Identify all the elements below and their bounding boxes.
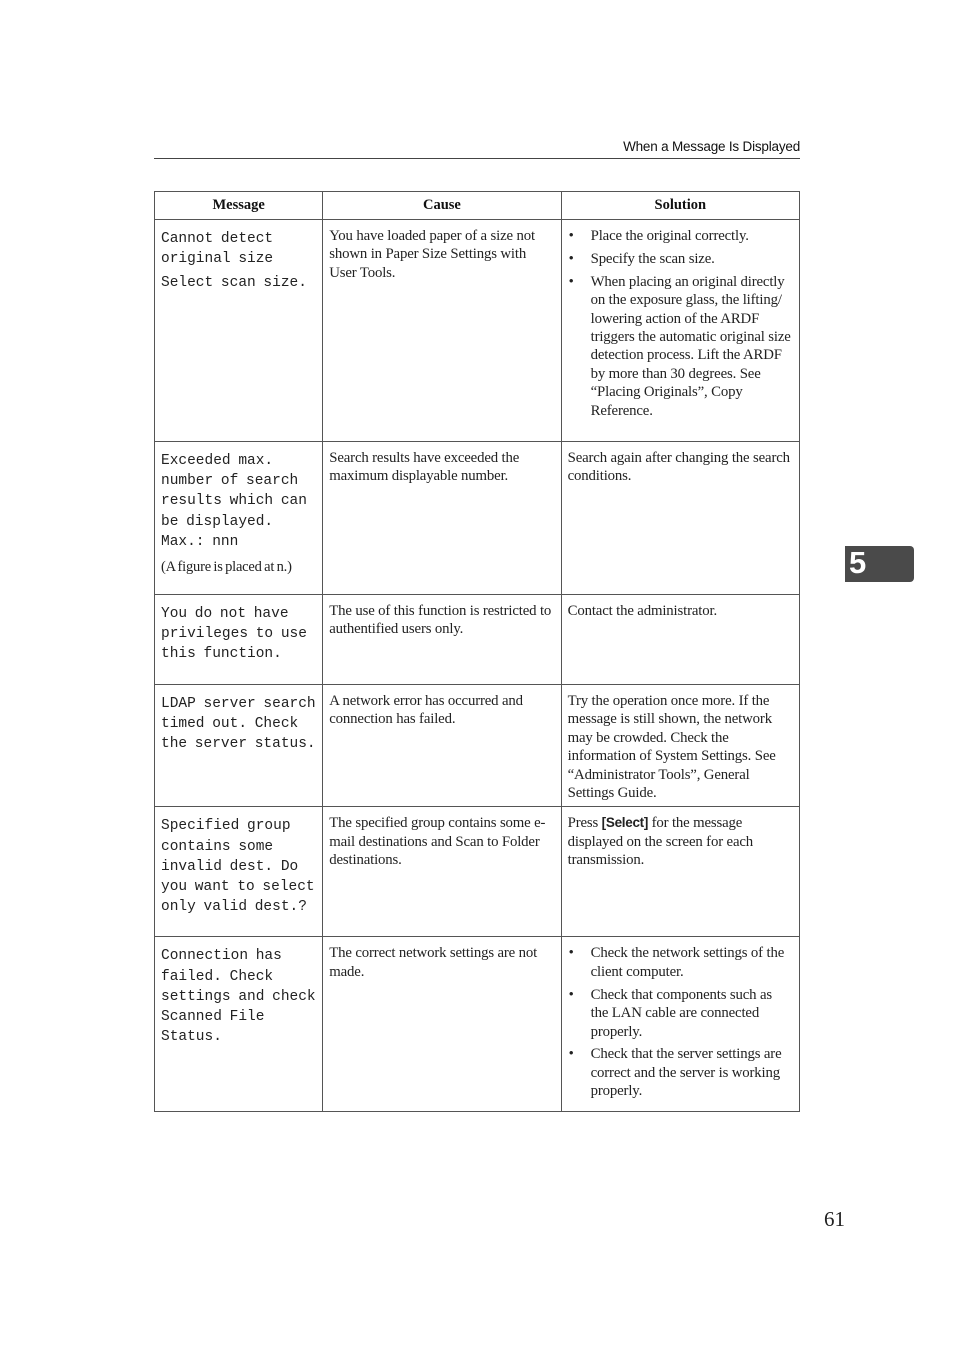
chapter-number: 5 [849,545,867,580]
column-header-message: Message [155,192,323,220]
solution-cell [561,807,799,937]
table-row [155,807,800,937]
solution-cell [561,220,799,442]
message-text: LDAP server search timed out. Check the server status. [161,696,316,753]
solution-cell [561,442,799,595]
message-cell [155,220,323,442]
message-text: Cannot detect original size [161,231,274,268]
table-row [155,442,800,595]
cause-cell [323,807,561,937]
message-cell [155,685,323,807]
cause-text: Search results have exceeded the maximum displayable number. [329,450,520,485]
cause-text: You have loaded paper of a size not shown in Paper Size Settings with User Tools. [329,228,535,281]
cause-text: A network error has occurred and connection has failed. [329,693,523,728]
bullet-icon: • [568,228,574,244]
message-cell [155,442,323,595]
cause-cell [323,442,561,595]
cause-cell [323,220,561,442]
message-table [154,191,800,1112]
running-header-title: When a Message Is Displayed [623,139,800,154]
solution-cell [561,685,799,807]
message-cell [155,807,323,937]
table-row [155,937,800,1112]
solution-text: Search again after changing the search conditions. [567,450,790,485]
list-item: • When placing an original directly on the exposure glass, the lifting/ lowering action of the ARDF triggers the automatic original size detection process. Lift the ARDF by more than 30 degrees. See “Placing Originals”, Copy Reference. [568,273,791,419]
solution-cell [561,937,799,1112]
list-item: • Check the network settings of the client computer. [568,945,785,980]
cause-cell [323,685,561,807]
table-header-row [155,192,800,220]
table-row [155,220,800,442]
chapter-tab [845,546,914,582]
message-cell [155,937,323,1112]
cause-cell [323,937,561,1112]
message-text: Specified group contains some invalid dest. Do you want to select only valid dest.? [161,818,315,916]
list-item: • Check that the server settings are correct and the server is working properly. [568,1046,782,1100]
solution-text: Contact the administrator. [567,603,717,619]
message-text: Select scan size. [161,275,307,292]
solution-list [562,937,799,1111]
list-item: • Place the original correctly. [568,228,749,244]
cause-cell [323,595,561,685]
cause-text: The use of this function is restricted to authentified users only. [329,603,552,638]
bullet-icon: • [568,250,574,267]
page-number: 61 [824,1207,845,1231]
message-note: (A figure is placed at n.) [161,559,292,576]
solution-cell [561,595,799,685]
list-item: • Check that components such as the LAN cable are connected properly. [568,986,773,1040]
bullet-icon: • [568,945,574,962]
cause-text: The correct network settings are not made. [329,945,538,980]
message-cell [155,595,323,685]
solution-text: Try the operation once more. If the message is still shown, the network may be crowded. Check the information of System Settings. See “Administrator Tools”, General Settings Guide. [567,693,776,802]
bullet-icon: • [568,1046,574,1063]
bullet-icon: • [568,273,574,290]
select-key-label: [Select] [601,815,649,831]
message-text: Connection has failed. Check settings and check Scanned File Status. [161,948,316,1046]
header-rule [154,158,800,159]
message-text: You do not have privileges to use this function. [161,606,307,663]
cause-text: The specified group contains some e-mail destinations and Scan to Folder destinations. [329,815,546,869]
list-item: • Specify the scan size. [568,250,715,267]
column-header-solution: Solution [561,192,799,220]
message-text: Exceeded max. number of search results which can be displayed. Max.: nnn [161,453,307,550]
solution-list [562,220,799,431]
solution-text: Press [Select] for the message displayed on the screen for each transmission. [567,815,754,869]
bullet-icon: • [568,986,574,1003]
column-header-cause: Cause [323,192,561,220]
table-row [155,685,800,807]
table-row [155,595,800,685]
